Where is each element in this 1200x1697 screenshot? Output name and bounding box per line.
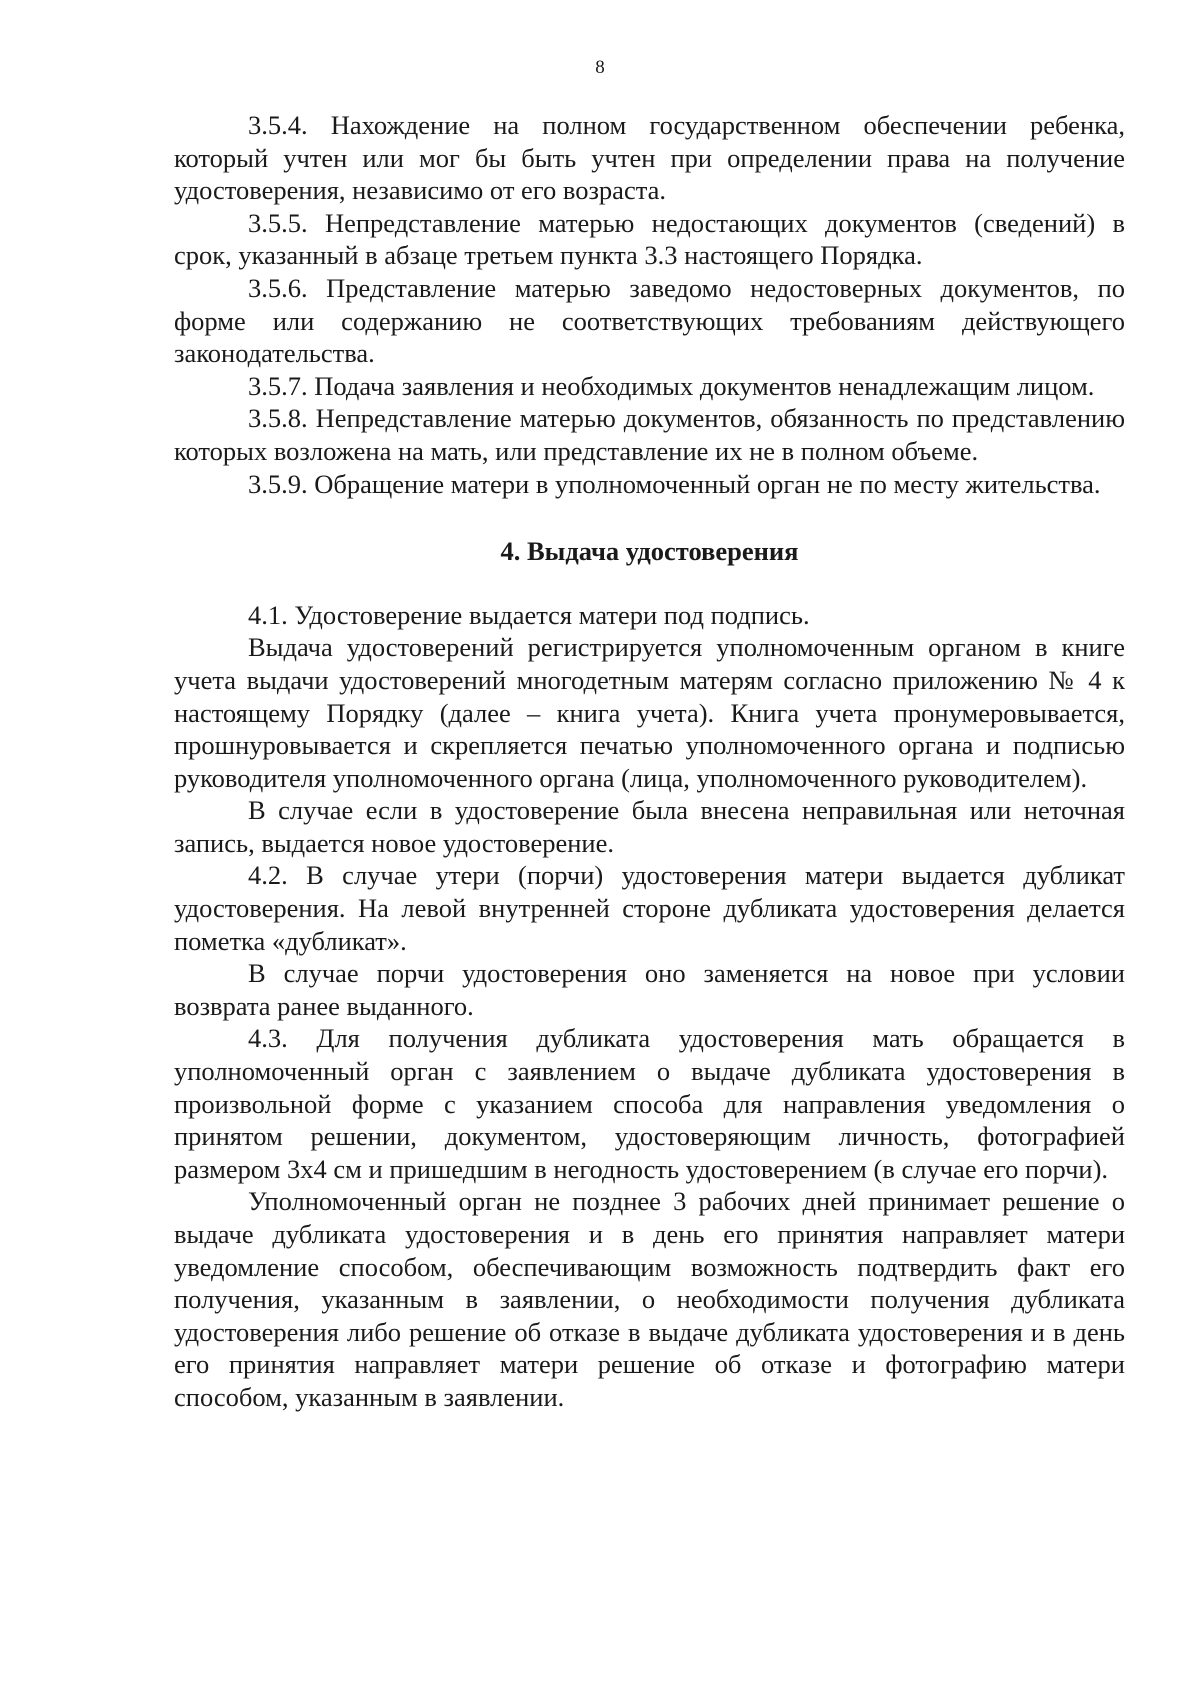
paragraph-3-5-6: 3.5.6. Представление матерью заведомо недостоверных документов, по форме или содержанию не соответствующих требованиям действующего законодательства. bbox=[174, 272, 1125, 369]
paragraph-decision: Уполномоченный орган не позднее 3 рабочих дней принимает решение о выдаче дубликата удостоверения и в день его принятия направляет матери уведомление способом, обеспечивающим возможность подтвердить факт его получения, указанным в заявлении, о необходимости получения дубликата удостоверения либо решение об отказе в выдаче дубликата удостоверения и в день его принятия направляет матери решение об отказе и фотографию матери способом, указанным в заявлении. bbox=[174, 1186, 1125, 1412]
paragraph-4-3: 4.3. Для получения дубликата удостоверения мать обращается в уполномоченный орган с заявлением о выдаче дубликата удостоверения в произвольной форме с указанием способа для направления уведомления о принятом решении, документом, удостоверяющим личность, фотографией размером 3х4 см и пришедшим в негодность удостоверением (в случае его порчи). bbox=[174, 1023, 1125, 1184]
paragraph-3-5-9: 3.5.9. Обращение матери в уполномоченный орган не по месту жительства. bbox=[248, 468, 1101, 499]
paragraph-3-5-5: 3.5.5. Непредставление матерью недостающих документов (сведений) в срок, указанный в абзаце третьем пункта 3.3 настоящего Порядка. bbox=[174, 207, 1125, 271]
paragraph-4-1: 4.1. Удостоверение выдается матери под подпись. bbox=[248, 599, 810, 630]
paragraph-incorrect-entry: В случае если в удостоверение была внесена неправильная или неточная запись, выдается новое удостоверение. bbox=[174, 795, 1125, 858]
paragraph-3-5-8: 3.5.8. Непредставление матерью документов, обязанность по представлению которых возложена на мать, или представление их не в полном объеме. bbox=[174, 403, 1125, 466]
document-body bbox=[174, 109, 1125, 1414]
paragraph-3-5-4: 3.5.4. Нахождение на полном государственном обеспечении ребенка, который учтен или мог бы быть учтен при определении права на получение удостоверения, независимо от его возраста. bbox=[174, 110, 1125, 206]
paragraph-registration: Выдача удостоверений регистрируется уполномоченным органом в книге учета выдачи удостоверений многодетным матерям согласно приложению № 4 к настоящему Порядку (далее – книга учета). Книга учета пронумеровывается, прошнуровывается и скрепляется печатью уполномоченного органа и подписью руководителя уполномоченного органа (лица, уполномоченного руководителем). bbox=[174, 632, 1125, 793]
paragraph-3-5-7: 3.5.7. Подача заявления и необходимых документов ненадлежащим лицом. bbox=[248, 370, 1095, 401]
page-number: 8 bbox=[595, 57, 605, 78]
paragraph-replacement: В случае порчи удостоверения оно заменяется на новое при условии возврата ранее выданного. bbox=[174, 958, 1125, 1021]
paragraph-4-2: 4.2. В случае утери (порчи) удостоверения матери выдается дубликат удостоверения. На левой внутренней стороне дубликата удостоверения делается пометка «дубликат». bbox=[174, 860, 1125, 956]
section-heading: 4. Выдача удостоверения bbox=[500, 536, 799, 567]
